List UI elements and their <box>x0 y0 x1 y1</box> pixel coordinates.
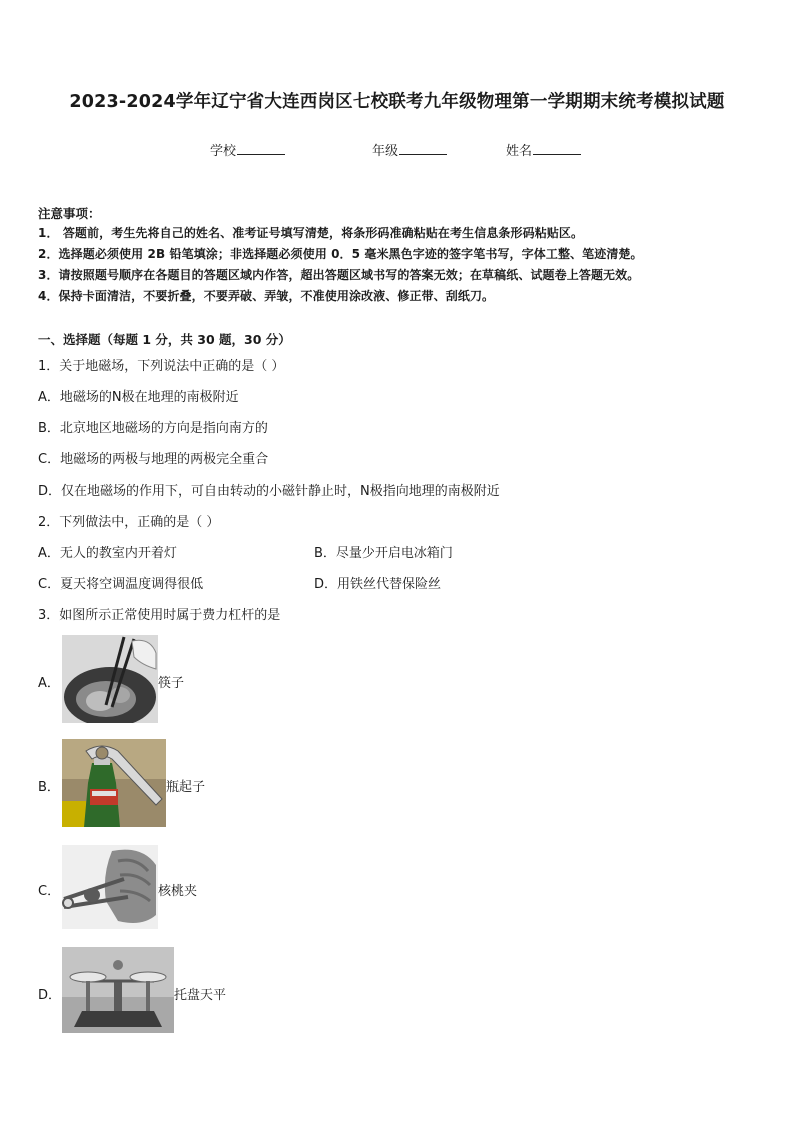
question-3-option-d-letter: D． <box>38 988 62 1003</box>
notice-item: 1． 答题前，考生先将自己的姓名、准考证号填写清楚，将条形码准确粘贴在考生信息条形码粘贴区。 <box>38 226 584 240</box>
question-2-stem: 2．下列做法中，正确的是（ ） <box>38 515 220 530</box>
grade-label: 年级 <box>372 144 399 159</box>
question-3-option-c-label: 核桃夹 <box>158 884 198 899</box>
chopsticks-photo-icon <box>62 635 158 723</box>
question-3-option-c-letter: C． <box>38 884 61 899</box>
school-blank[interactable] <box>237 142 285 155</box>
school-label: 学校 <box>210 144 237 159</box>
question-3-option-a-label: 筷子 <box>158 676 185 691</box>
question-3-stem: 3．如图所示正常使用时属于费力杠杆的是 <box>38 608 281 623</box>
question-1-option-c: C．地磁场的两极与地理的两极完全重合 <box>38 452 269 467</box>
name-blank[interactable] <box>533 142 581 155</box>
question-3-option-d-label: 托盘天平 <box>174 988 227 1003</box>
question-2-option-b: B．尽量少开启电冰箱门 <box>314 546 453 561</box>
bottle-opener-photo-icon <box>62 739 166 827</box>
school-field <box>210 140 285 159</box>
question-1-stem: 1．关于地磁场，下列说法中正确的是（ ） <box>38 359 285 374</box>
question-3-option-a-letter: A． <box>38 676 60 691</box>
question-3-option-b-label: 瓶起子 <box>166 780 206 795</box>
question-2-option-c: C．夏天将空调温度调得很低 <box>38 577 204 592</box>
name-label: 姓名 <box>506 144 533 159</box>
question-2-option-d: D．用铁丝代替保险丝 <box>314 577 442 592</box>
grade-blank[interactable] <box>399 142 447 155</box>
grade-field <box>372 140 447 159</box>
question-2-option-a: A．无人的教室内开着灯 <box>38 546 177 561</box>
name-field <box>506 140 581 159</box>
notice-heading: 注意事项： <box>38 206 101 221</box>
notice-item: 2．选择题必须使用 2B 铅笔填涂；非选择题必须使用 0．5 毫米黑色字迹的签字笔书写，字体工整、笔迹清楚。 <box>38 247 643 261</box>
notice-item: 4．保持卡面清洁，不要折叠，不要弄破、弄皱，不准使用涂改液、修正带、刮纸刀。 <box>38 289 495 303</box>
page-title: 2023-2024学年辽宁省大连西岗区七校联考九年级物理第一学期期末统考模拟试题 <box>69 92 725 112</box>
question-1-option-b: B．北京地区地磁场的方向是指向南方的 <box>38 421 268 436</box>
balance-scale-photo-icon <box>62 947 174 1033</box>
notice-item: 3．请按照题号顺序在各题目的答题区域内作答，超出答题区域书写的答案无效；在草稿纸、试题卷上答题无效。 <box>38 268 640 282</box>
section-heading: 一、选择题（每题 1 分，共 30 题，30 分） <box>38 332 291 347</box>
nutcracker-photo-icon <box>62 845 158 929</box>
question-3-option-b-letter: B． <box>38 780 60 795</box>
question-1-option-a: A．地磁场的N极在地理的南极附近 <box>38 390 239 405</box>
question-1-option-d: D．仅在地磁场的作用下，可自由转动的小磁针静止时，N极指向地理的南极附近 <box>38 484 500 499</box>
